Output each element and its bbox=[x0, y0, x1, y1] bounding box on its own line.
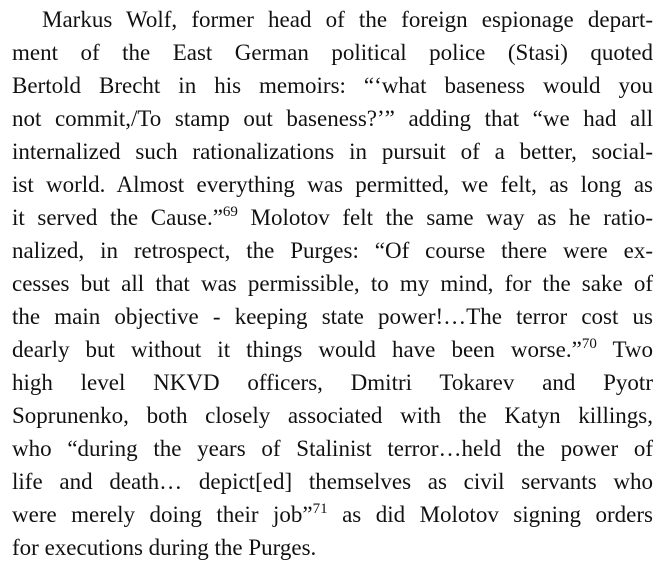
text-line bbox=[12, 333, 653, 366]
line-text: Markus Wolf, former head of the foreign espionage depart- bbox=[42, 7, 653, 32]
footnote-ref: 70 bbox=[581, 336, 597, 352]
text-line bbox=[12, 432, 653, 465]
line-text: cesses but all that was permissible, to my mind, for the sake of bbox=[12, 271, 653, 296]
footnote-ref: 69 bbox=[222, 204, 238, 220]
line-text: were merely doing their job” bbox=[12, 502, 313, 527]
line-text: who “during the years of Stalinist terror…held the power of bbox=[12, 436, 653, 461]
text-line bbox=[12, 69, 653, 102]
text-line bbox=[12, 36, 653, 69]
line-text: it served the Cause.” bbox=[12, 205, 223, 230]
text-line bbox=[12, 267, 653, 300]
text-line bbox=[12, 168, 653, 201]
text-line bbox=[12, 366, 653, 399]
text-line bbox=[12, 135, 653, 168]
line-text: nalized, in retrospect, the Purges: “Of course there were ex- bbox=[12, 238, 653, 263]
text-line bbox=[12, 3, 653, 36]
line-text: ist world. Almost everything was permitted, we felt, as long as bbox=[12, 172, 653, 197]
line-text: Bertold Brecht in his memoirs: “‘what baseness would you bbox=[12, 73, 653, 98]
text-line bbox=[12, 399, 653, 432]
text-line bbox=[12, 300, 653, 333]
line-text: dearly but without it things would have been worse.” bbox=[12, 337, 582, 362]
line-text: Soprunenko, both closely associated with the Katyn killings, bbox=[12, 403, 653, 428]
line-text: as did Molotov signing orders bbox=[327, 502, 653, 527]
text-line bbox=[12, 201, 653, 234]
line-text: high level NKVD officers, Dmitri Tokarev and Pyotr bbox=[12, 370, 653, 395]
line-text: for executions during the Purges. bbox=[12, 535, 317, 560]
line-text: ment of the East German political police (Stasi) quoted bbox=[12, 40, 653, 65]
text-line bbox=[12, 234, 653, 267]
line-text: the main objective - keeping state power!…The terror cost us bbox=[12, 304, 653, 329]
line-text: Molotov felt the same way as he ratio- bbox=[237, 205, 653, 230]
text-line bbox=[12, 531, 653, 564]
line-text: not commit,/To stamp out baseness?’” adding that “we had all bbox=[12, 106, 653, 131]
line-text: internalized such rationalizations in pursuit of a better, social- bbox=[12, 139, 653, 164]
footnote-ref: 71 bbox=[312, 501, 328, 517]
line-text: life and death… depict[ed] themselves as civil servants who bbox=[12, 469, 653, 494]
text-line bbox=[12, 498, 653, 531]
body-paragraph bbox=[12, 3, 653, 564]
line-text: Two bbox=[596, 337, 654, 362]
text-line bbox=[12, 465, 653, 498]
text-line bbox=[12, 102, 653, 135]
